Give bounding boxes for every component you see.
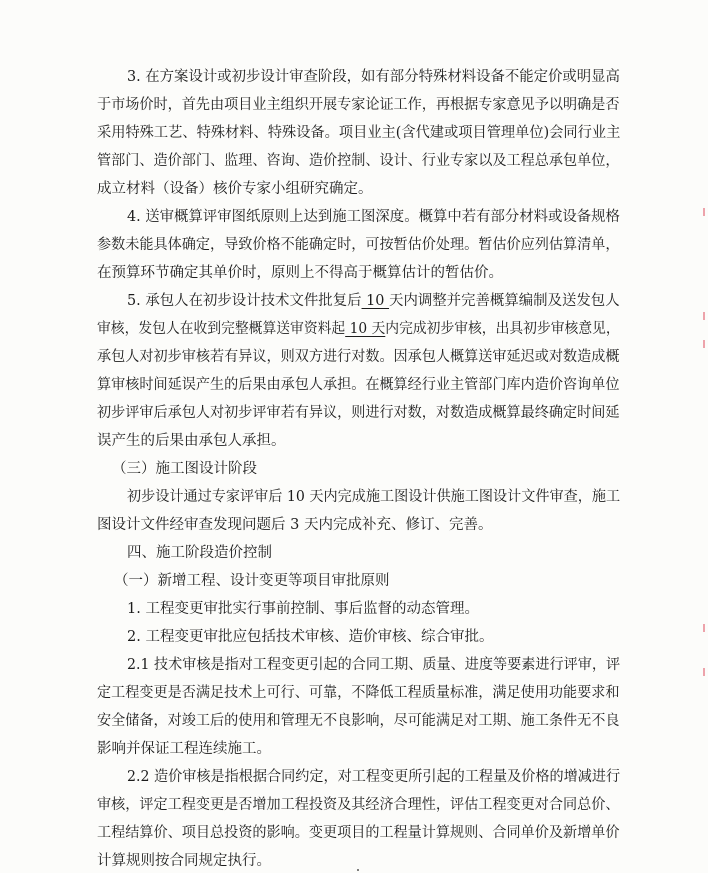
paragraph-line: 2. 工程变更审批应包括技术审核、造价审核、综合审批。 (127, 629, 494, 645)
paragraph-line: 工程结算价、项目总投资的影响。变更项目的工程量计算规则、合同单价及新增单价 (97, 825, 620, 841)
paragraph-line: 1. 工程变更审批实行事前控制、事后监督的动态管理。 (127, 601, 479, 617)
paragraph-line: 安全储备，对竣工后的使用和管理无不良影响，尽可能满足对工期、施工条件无不良 (97, 713, 620, 729)
paragraph-line: 影响并保证工程连续施工。 (97, 741, 271, 757)
subsection-heading: （一）新增工程、设计变更等项目审批原则 (114, 573, 390, 589)
paragraph-line (127, 291, 620, 311)
paragraph-line: 在预算环节确定其单价时，原则上不得高于概算估计的暂估价。 (97, 265, 503, 281)
paragraph-line: 误产生的后果由承包人承担。 (97, 433, 286, 449)
scan-mark (703, 312, 705, 320)
paragraph-line: 定工程变更是否满足技术上可行、可靠，不降低工程质量标准，满足使用功能要求和 (97, 685, 620, 701)
paragraph-line: 管部门、造价部门、监理、咨询、造价控制、设计、行业专家以及工程总承包单位， (97, 153, 620, 169)
scan-mark (703, 340, 705, 348)
paragraph-line (97, 319, 620, 339)
section-heading: （三）施工图设计阶段 (112, 461, 257, 477)
text-run: 审核，发包人在收到完整概算送审资料起 (97, 321, 346, 337)
text-run: 天内调整并完善概算编制及送发包人 (389, 293, 620, 309)
text-run: 内完成初步审核，出具初步审核意见， (385, 321, 620, 337)
paragraph-line: 3. 在方案设计或初步设计审查阶段，如有部分特殊材料设备不能定价或明显高 (127, 69, 620, 85)
paragraph-line: 审核，评定工程变更是否增加工程投资及其经济合理性，评估工程变更对合同总价、 (97, 797, 620, 813)
paragraph-line: 计算规则按合同规定执行。 (97, 853, 271, 869)
scan-mark (703, 208, 705, 216)
paragraph-line: 采用特殊工艺、特殊材料、特殊设备。项目业主(含代建或项目管理单位)会同行业主 (97, 125, 621, 141)
paragraph-line: 于市场价时，首先由项目业主组织开展专家论证工作，再根据专家意见予以明确是否 (97, 97, 620, 113)
paragraph-line: 初步设计通过专家评审后 10 天内完成施工图设计供施工图设计文件审查，施工 (127, 489, 621, 505)
paragraph-line: 2.2 造价审核是指根据合同约定，对工程变更所引起的工程量及价格的增减进行 (127, 769, 621, 785)
scan-dot (357, 869, 359, 871)
paragraph-line: 初步评审后承包人对初步评审若有异议，则进行对数，对数造成概算最终确定时间延 (97, 405, 620, 421)
text-run: 5. 承包人在初步设计技术文件批复后 (127, 293, 362, 309)
scan-mark (703, 668, 705, 676)
paragraph-line: 2.1 技术审核是指对工程变更引起的合同工期、质量、进度等要素进行评审，评 (127, 657, 621, 673)
paragraph-line: 图设计文件经审查发现问题后 3 天内完成补充、修订、完善。 (97, 517, 493, 533)
paragraph-line: 承包人对初步审核若有异议，则双方进行对数。因承包人概算送审延迟或对数造成概 (97, 349, 620, 365)
paragraph-line: 算审核时间延误产生的后果由承包人承担。在概算经行业主管部门库内造价咨询单位 (97, 377, 620, 393)
scan-mark (703, 624, 705, 632)
underlined-days: 10 (361, 293, 390, 309)
underlined-days: 10 天 (345, 321, 386, 337)
paragraph-line: 参数未能具体确定，导致价格不能确定时，可按暂估价处理。暂估价应列估算清单， (97, 237, 620, 253)
paragraph-line: 成立材料（设备）核价专家小组研究确定。 (97, 181, 373, 197)
section-heading: 四、施工阶段造价控制 (127, 545, 272, 561)
paragraph-line: 4. 送审概算评审图纸原则上达到施工图深度。概算中若有部分材料或设备规格 (127, 209, 620, 225)
